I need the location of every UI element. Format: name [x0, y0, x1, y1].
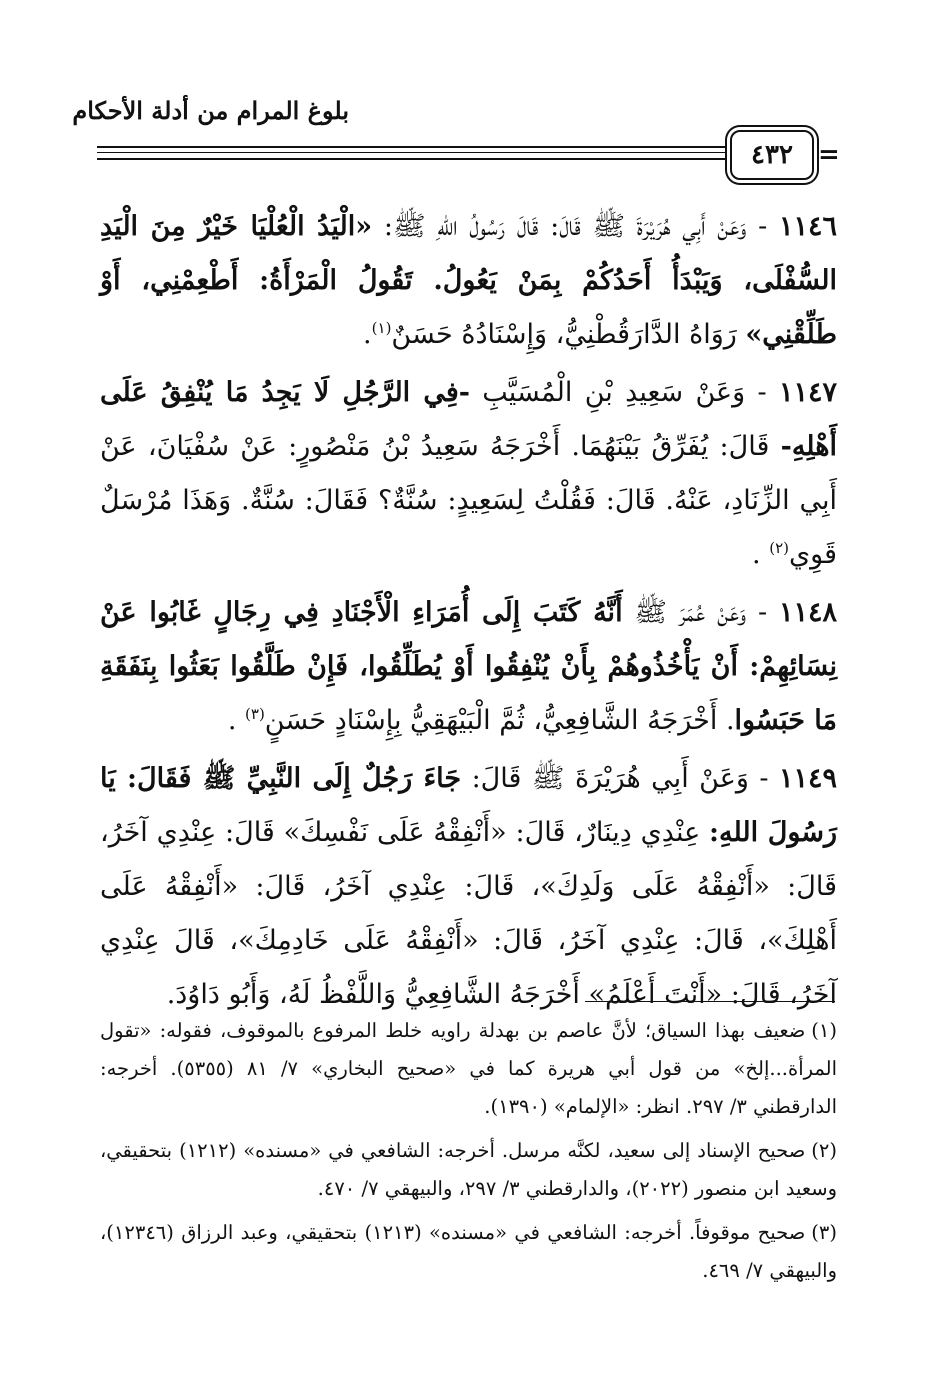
running-title: بلوغ المرام من أدلة الأحكام [72, 96, 349, 125]
hadith-number: ١١٤٨ [778, 597, 837, 628]
hadith-quote: أَنَّهُ كَتَبَ إِلَى أُمَرَاءِ الْأَجْنَادِ فِي رِجَالٍ غَابُوا عَنْ نِسَائِهِمْ: أَنْ يَأْخُذُوهُمْ بِأَنْ يُنْفِقُوا أَوْ يُطَلِّقُوا، فَإِنْ طَلَّقُوا بَعَثُوا بِنَفَقَةِ مَا حَبَسُوا [100, 597, 837, 736]
header-rule-bottom [97, 158, 737, 160]
footnote-text: صحيح الإسناد إلى سعيد، لكنَّه مرسل. أخرجه: الشافعي في «مسنده» (١٢١٢) بتحقيقي، وسعيد ابن منصور (٢٠٢٢)، والدارقطني ٣/ ٢٩٧، والبيهقي ٧/ ٤٧٠. [100, 1139, 837, 1200]
hadith-number: ١١٤٩ [778, 763, 837, 794]
footnote-ref[interactable]: (٣) [245, 705, 265, 723]
footnote-number: (١) [811, 1019, 837, 1042]
hadith-source: . أَخْرَجَهُ الشَّافِعِيُّ، ثُمَّ الْبَيْهَقِيُّ بِإِسْنَادٍ حَسَنٍ [264, 705, 735, 736]
footnote-text: صحيح موقوفاً. أخرجه: الشافعي في «مسنده» (١٢١٣) بتحقيقي، وعبد الرزاق (١٢٣٤٦)، والبيهقي ٧/ ٤٦٩. [100, 1221, 837, 1282]
hadith-source: عِنْدِي دِينَارٌ، قَالَ: «أَنْفِقْهُ عَلَى نَفْسِكَ» قَالَ: عِنْدِي آخَرُ، قَالَ: «أَنْفِقْهُ عَلَى وَلَدِكَ»، قَالَ: عِنْدِي آخَرُ، قَالَ: «أَنْفِقْهُ عَلَى أَهْلِكَ»، قَالَ: عِنْدِي آخَرُ، قَالَ: «أَنْفِقْهُ عَلَى خَادِمِكَ»، قَالَ عِنْدِي آخَرُ، قَالَ: «أَنْتَ أَعْلَمُ» أَخْرَجَهُ الشَّافِعِيُّ وَاللَّفْظُ لَهُ، وَأَبُو دَاوُدَ [100, 817, 837, 1010]
footnotes [100, 1012, 837, 1296]
hadith-1148 [100, 586, 837, 748]
page-number-box [730, 130, 814, 180]
hadith-end: . [752, 539, 770, 570]
hadith-1149 [100, 752, 837, 1022]
footnote-number: (٢) [811, 1139, 837, 1162]
hadith-intro: - وَعَنْ سَعِيدِ بْنِ الْمُسَيَّبِ [469, 377, 779, 408]
header-rule-middle [97, 152, 737, 153]
footnote-ref[interactable]: (١) [371, 319, 392, 337]
hadith-intro: - وَعَنْ أَبِي هُرَيْرَةَ ﷺ قَالَ: [461, 763, 779, 794]
hadith-quote: جَاءَ رَجُلٌ إِلَى النَّبِيِّ ﷺ فَقَالَ: يَا رَسُولَ اللهِ: [100, 763, 837, 848]
footnote-number: (٣) [811, 1221, 837, 1244]
footnote-ref[interactable]: (٢) [769, 539, 789, 557]
hadith-1146 [100, 200, 837, 362]
footnote-2 [100, 1132, 837, 1208]
hadith-source: رَوَاهُ الدَّارَقُطْنِيُّ، وَإِسْنَادُهُ حَسَنٌ [391, 319, 746, 350]
hadith-1147 [100, 366, 837, 582]
hadith-end: . [363, 319, 372, 350]
hadith-number: ١١٤٧ [778, 377, 837, 408]
hadith-end: . [227, 705, 246, 736]
page-number: ٤٣٢ [751, 140, 793, 170]
header-rule-top [97, 146, 737, 148]
footnote-separator [585, 1001, 835, 1002]
footnote-3 [100, 1214, 837, 1290]
hadith-quote: -فِي الرَّجُلِ لَا يَجِدُ مَا يُنْفِقُ عَلَى أَهْلِهِ- [100, 377, 837, 462]
hadith-quote: «الْيَدُ الْعُلْيَا خَيْرٌ مِنَ الْيَدِ السُّفْلَى، وَيَبْدَأُ أَحَدُكُمْ بِمَنْ يَعُولُ. تَقُولُ الْمَرْأَةُ: أَطْعِمْنِي، أَوْ طَلِّقْنِي» [100, 211, 837, 350]
hadith-source: قَالَ: يُفَرِّقُ بَيْنَهُمَا. أَخْرَجَهُ سَعِيدُ بْنُ مَنْصُورٍ: عَنْ سُفْيَانَ، عَنْ أَبِي الزِّنَادِ، عَنْهُ. قَالَ: فَقُلْتُ لِسَعِيدٍ: سُنَّةٌ؟ فَقَالَ: سُنَّةٌ. وَهَذَا مُرْسَلٌ قَوِي [100, 431, 837, 570]
hadith-intro: - وَعَنْ أَبِي هُرَيْرَةَ ﷺ قَالَ: قَالَ رَسُولُ اللهِ ﷺ: [372, 211, 779, 242]
main-text [100, 200, 837, 1026]
header-corner-mark: = [818, 140, 840, 170]
hadith-number: ١١٤٦ [778, 211, 837, 242]
hadith-end: . [166, 979, 176, 1010]
footnote-text: ضعيف بهذا السياق؛ لأنَّ عاصم بن بهدلة راويه خلط المرفوع بالموقوف، فقوله: «تقول المرأة...إلخ» من قول أبي هريرة كما في «صحيح البخاري» ٧/ ٨١ (٥٣٥٥). أخرجه: الدارقطني ٣/ ٢٩٧. انظر: «الإلمام» (١٣٩٠). [100, 1019, 837, 1118]
hadith-intro: - وَعَنْ عُمَرَ ﷺ [622, 597, 779, 628]
footnote-1 [100, 1012, 837, 1126]
